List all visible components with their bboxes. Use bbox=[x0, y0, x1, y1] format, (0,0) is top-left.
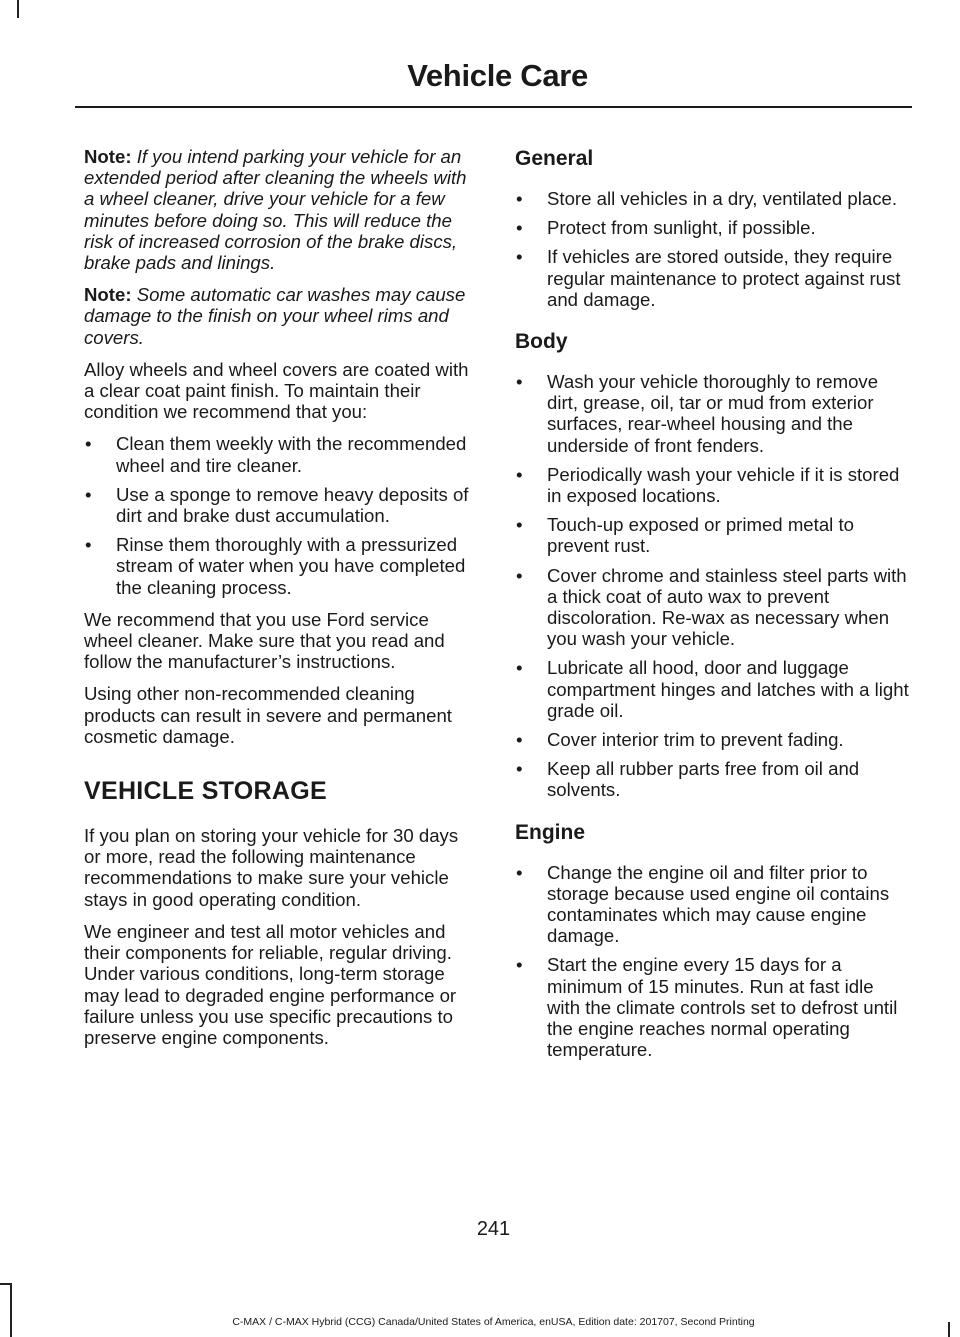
subheading-body: Body bbox=[515, 330, 568, 354]
bullet-icon: • bbox=[516, 217, 523, 239]
list-item bbox=[515, 954, 910, 1060]
list-item-text: Wash your vehicle thoroughly to remove dirt, grease, oil, tar or mud from exterior surfaces, rear-wheel housing and the underside of front fenders. bbox=[547, 371, 879, 456]
list-item bbox=[515, 188, 910, 209]
list-item-text: Start the engine every 15 days for a minimum of 15 minutes. Run at fast idle with the climate controls set to defrost until the engine reaches normal operating temperature. bbox=[547, 954, 898, 1061]
list-item bbox=[84, 484, 476, 526]
body-list bbox=[515, 371, 910, 801]
section-title-vehicle-storage: VEHICLE STORAGE bbox=[84, 777, 327, 806]
bullet-icon: • bbox=[516, 514, 523, 536]
bullet-icon: • bbox=[516, 463, 523, 485]
subheading-engine: Engine bbox=[515, 820, 586, 844]
list-item bbox=[515, 758, 910, 800]
paragraph-alloy-wheels: Alloy wheels and wheel covers are coated with a clear coat paint finish. To maintain their condition we recommend that you: bbox=[84, 358, 469, 423]
list-item-text: Cover chrome and stainless steel parts with a thick coat of auto wax to prevent discoloration. Re-wax as necessary when you wash your vehicle. bbox=[547, 564, 907, 650]
bullet-icon: • bbox=[516, 371, 523, 393]
list-item-text: Periodically wash your vehicle if it is stored in exposed locations. bbox=[547, 463, 900, 507]
list-item-text: Touch-up exposed or primed metal to prevent rust. bbox=[547, 514, 854, 557]
list-item bbox=[515, 729, 910, 750]
list-item-text: Change the engine oil and filter prior to storage because used engine oil contains contaminates which may cause engine damage. bbox=[547, 861, 890, 947]
list-item-text: If vehicles are stored outside, they require regular maintenance to protect against rust and damage. bbox=[547, 246, 901, 310]
note-label: Note: bbox=[84, 146, 132, 167]
list-item bbox=[515, 862, 910, 947]
bullet-icon: • bbox=[516, 954, 523, 976]
note-label: Note: bbox=[84, 284, 132, 306]
bullet-icon: • bbox=[85, 433, 92, 455]
list-item bbox=[515, 246, 910, 310]
footer-edition-text: C-MAX / C-MAX Hybrid (CCG) Canada/United States of America, enUSA, Edition date: 201707, Second Printing bbox=[232, 1316, 755, 1328]
crop-mark-top-left bbox=[17, 0, 19, 18]
crop-mark-bottom-left-h bbox=[0, 1283, 12, 1285]
paragraph-storage-engineering: We engineer and test all motor vehicles and their components for reliable, regular driving. Under various conditions, long-term storage may lead to degraded engine performance or failure unless you use specific precautions to preserve engine components. bbox=[84, 920, 457, 1048]
bullet-icon: • bbox=[516, 758, 523, 780]
bullet-icon: • bbox=[516, 564, 523, 586]
page-header-title: Vehicle Care bbox=[407, 58, 588, 93]
wheel-care-list bbox=[84, 433, 476, 597]
paragraph-other-products: Using other non-recommended cleaning products can result in severe and permanent cosmetic damage. bbox=[84, 683, 452, 747]
paragraph-storage-intro: If you plan on storing your vehicle for 30 days or more, read the following maintenance recommendations to make sure your vehicle stays in good operating condition. bbox=[84, 825, 459, 910]
crop-mark-bottom-left bbox=[10, 1283, 12, 1337]
list-item-text: Rinse them thoroughly with a pressurized stream of water when you have completed the cleaning process. bbox=[116, 534, 466, 598]
list-item bbox=[515, 514, 910, 556]
left-column bbox=[84, 146, 476, 1059]
note-car-wash bbox=[84, 284, 476, 348]
list-item-text: Store all vehicles in a dry, ventilated place. bbox=[547, 188, 898, 209]
note-text: Some automatic car washes may cause damage to the finish on your wheel rims and covers. bbox=[84, 284, 466, 348]
list-item-text: Protect from sunlight, if possible. bbox=[547, 217, 816, 239]
bullet-icon: • bbox=[85, 483, 92, 505]
bullet-icon: • bbox=[516, 861, 523, 883]
list-item-text: Cover interior trim to prevent fading. bbox=[547, 729, 844, 751]
bullet-icon: • bbox=[516, 246, 523, 268]
list-item-text: Lubricate all hood, door and luggage compartment hinges and latches with a light grade oil. bbox=[547, 657, 909, 721]
list-item-text: Use a sponge to remove heavy deposits of dirt and brake dust accumulation. bbox=[116, 483, 469, 527]
list-item bbox=[515, 217, 910, 238]
list-item bbox=[515, 464, 910, 506]
general-list bbox=[515, 188, 910, 310]
page-number: 241 bbox=[476, 1218, 511, 1240]
list-item-text: Clean them weekly with the recommended wheel and tire cleaner. bbox=[116, 433, 467, 476]
list-item bbox=[515, 657, 910, 721]
bullet-icon: • bbox=[516, 188, 523, 209]
header-rule bbox=[75, 106, 912, 108]
bullet-icon: • bbox=[516, 729, 523, 751]
bullet-icon: • bbox=[85, 534, 92, 556]
engine-list bbox=[515, 862, 910, 1061]
right-column bbox=[515, 146, 910, 1072]
bullet-icon: • bbox=[516, 657, 523, 679]
list-item bbox=[84, 534, 476, 598]
list-item bbox=[515, 371, 910, 456]
note-text: If you intend parking your vehicle for an extended period after cleaning the wheels with a wheel cleaner, drive your vehicle for a few minutes before doing so. This will reduce the risk of increased corrosion of the brake discs, brake pads and linings. bbox=[84, 146, 467, 274]
list-item bbox=[515, 565, 910, 650]
paragraph-recommend-cleaner: We recommend that you use Ford service wheel cleaner. Make sure that you read and follow the manufacturer’s instructions. bbox=[84, 608, 445, 673]
list-item-text: Keep all rubber parts free from oil and solvents. bbox=[547, 758, 860, 801]
note-wheel-cleaning bbox=[84, 146, 476, 273]
subheading-general: General bbox=[515, 147, 594, 170]
list-item bbox=[84, 433, 476, 475]
